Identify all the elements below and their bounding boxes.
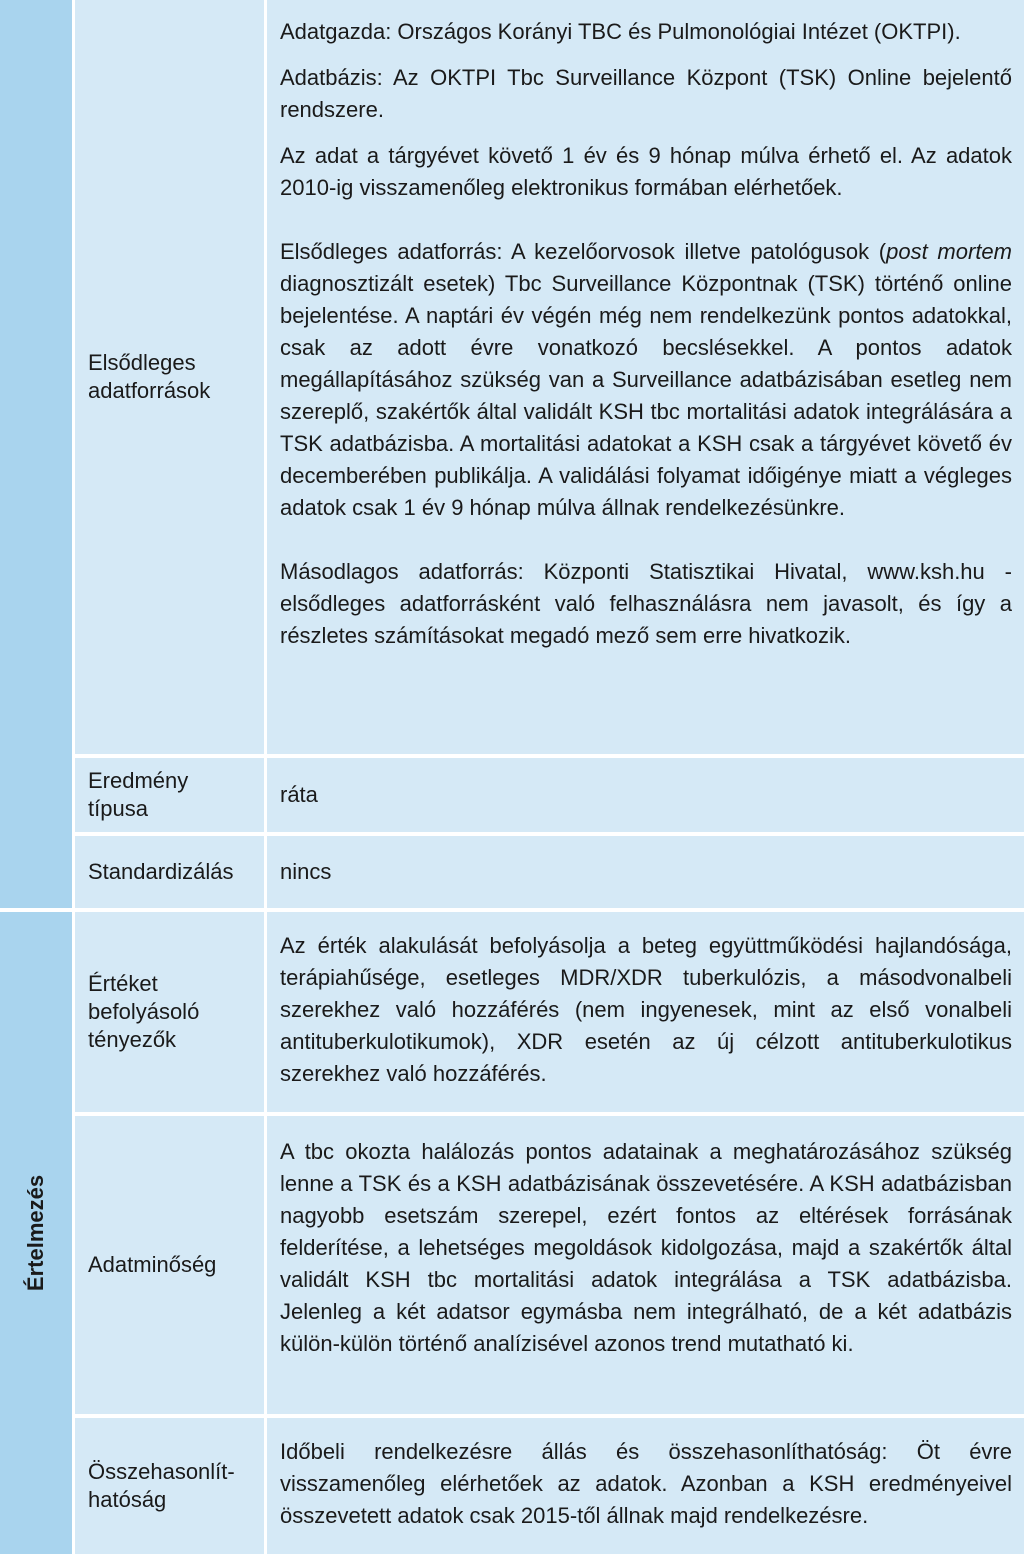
section-band-top <box>0 0 72 908</box>
row-label-osszehasonlithatosag: Összehasonlít-hatóság <box>75 1418 264 1554</box>
row-value-standardizalas: nincs <box>267 836 1024 908</box>
row-label-adatminoseg: Adatminőség <box>75 1116 264 1414</box>
row-label-erteket-befolyasolo: Értéket befolyásoló tényezők <box>75 912 264 1112</box>
row-value-elsodleges-adatforrasok <box>267 0 1024 754</box>
row-value-adatminoseg: A tbc okozta halálozás pontos adatainak a meghatározásához szükség lenne a TSK és a KSH adatbázisának összevetésére. A KSH adatbázisban nagyobb esetszám szerepel, ezért fontos az eltérések forrásának felderítése, a lehetséges megoldások kidolgozása, majd a szakértők által validált KSH tbc mortalitási adatok integrálása a TSK adatbázisba. Jelenleg a két adatsor egymásba nem integrálható, de a két adatbázis külön-külön történő analízisével azonos trend mutatható ki. <box>267 1116 1024 1414</box>
row-value-osszehasonlithatosag: Időbeli rendelkezésre állás és összehasonlíthatóság: Öt évre visszamenőleg elérhetőek az adatok. Azonban a KSH eredményeivel összevetett adatok csak 2015-től állnak majd rendelkezésre. <box>267 1418 1024 1554</box>
row-label-eredmeny-tipusa: Eredmény típusa <box>75 758 264 832</box>
row-label-standardizalas: Standardizálás <box>75 836 264 908</box>
row-value-erteket-befolyasolo: Az érték alakulását befolyásolja a beteg együttműködési hajlandósága, terápiahűsége, esetleges MDR/XDR tuberkulózis, a másodvonalbeli szerekhez való hozzáférés (nem ingyenesek, mint az első vonalbeli antituberkulotikumok), XDR esetén az új célzott antituberkulotikus szerekhez való hozzáférés. <box>267 912 1024 1112</box>
row-value-eredmeny-tipusa: ráta <box>267 758 1024 832</box>
elerhetoseg-text: Az adat a tárgyévet követő 1 év és 9 hónap múlva érhető el. Az adatok 2010-ig visszamenőleg elektronikus formában elérhetőek. <box>280 143 1012 200</box>
adatbazis-text: Adatbázis: Az OKTPI Tbc Surveillance Központ (TSK) Online bejelentő rendszere. <box>280 65 1012 122</box>
elsodleges-adatforras-text: Elsődleges adatforrás: A kezelőorvosok illetve patológusok (post mortem diagnosztizált esetek) Tbc Surveillance Központnak (TSK) történő online bejelentése. A naptári év végén még nem rendelkezünk pontos adatokkal, csak az adott évre vonatkozó becslésekkel. A pontos adatok megállapításához szükség van a Surveillance adatbázisában esetleg nem szereplő, szakértők által validált KSH tbc mortalitási adatok integrálására a TSK adatbázisba. A mortalitási adatokat a KSH csak a tárgyévet követő év decemberében publikálja. A validálási folyamat időigénye miatt a végleges adatok csak 1 év 9 hónap múlva állnak rendelkezésünkre. <box>280 239 1012 520</box>
row-label-elsodleges-adatforrasok: Elsődleges adatforrások <box>75 0 264 754</box>
section-title: Értelmezés <box>23 1174 48 1292</box>
adatgazda-text: Adatgazda: Országos Korányi TBC és Pulmonológiai Intézet (OKTPI). <box>280 19 961 44</box>
masodlagos-adatforras-text: Másodlagos adatforrás: Központi Statisztikai Hivatal, www.ksh.hu - elsődleges adatforrásként való felhasználásra nem javasolt, és így a részletes számításokat megadó mező sem erre hivatkozik. <box>280 559 1012 648</box>
section-label-ertelmezes <box>0 912 72 1554</box>
post-mortem-italic: post mortem <box>886 239 1012 264</box>
